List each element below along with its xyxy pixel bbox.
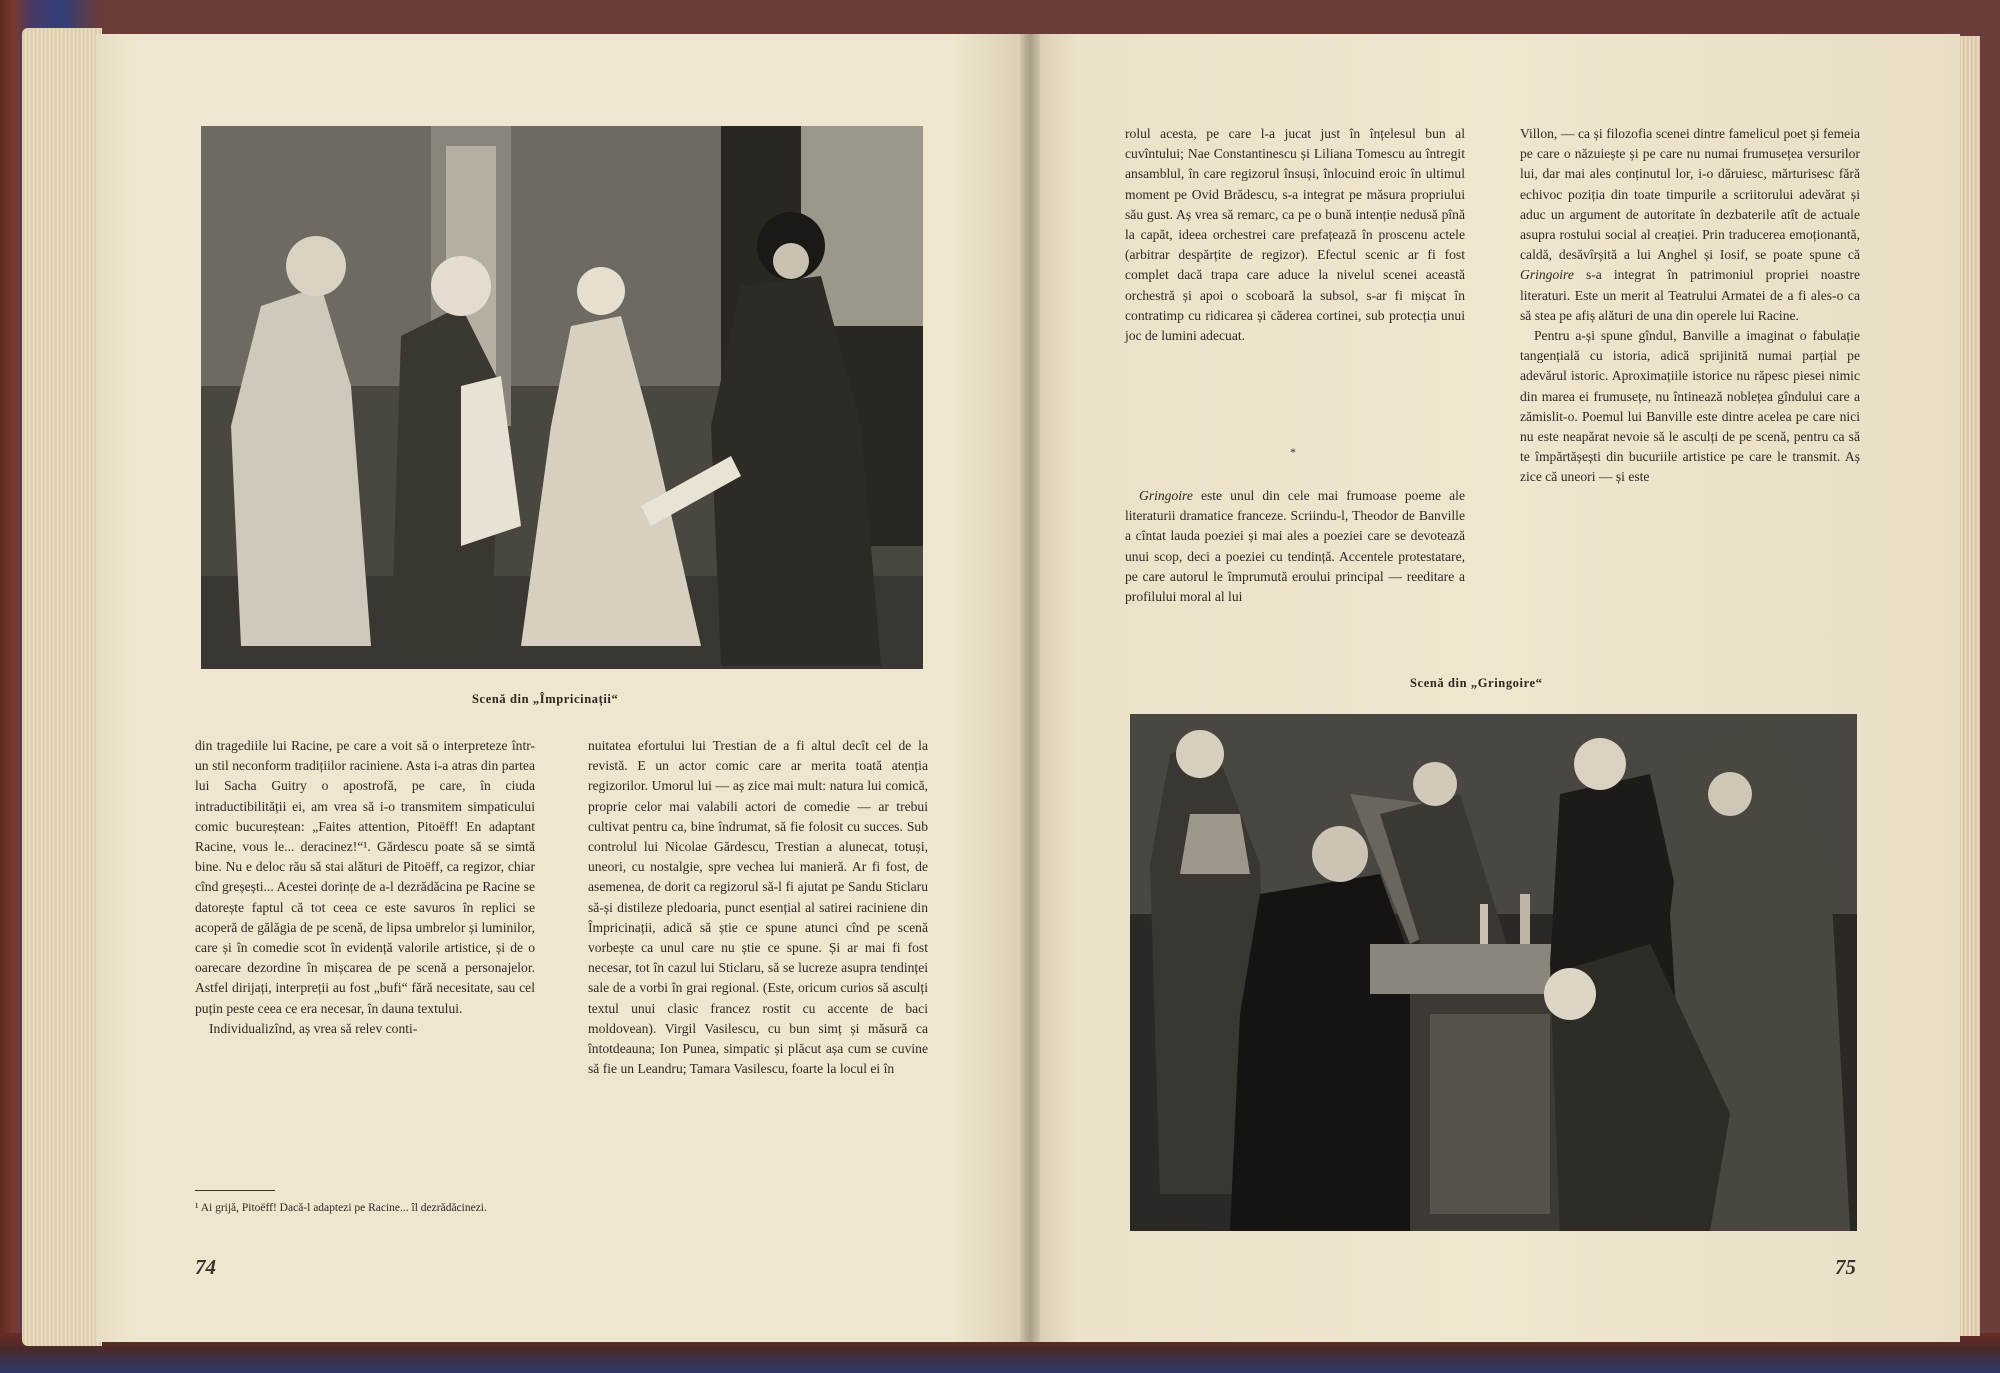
- paragraph-text: s-a integrat în patrimoniul propriei noastre literaturi. Este un merit al Teatrului Armatei de a fi ales-o ca să stea pe afiș alături de una din operele lui Racine.: [1520, 267, 1860, 323]
- paragraph: Individualizînd, aș vrea să relev conti-: [209, 1020, 418, 1036]
- paragraph: [1520, 124, 1860, 326]
- footnote: ¹ Ai grijă, Pitoëff! Dacă-l adaptezi pe Racine... îl dezrădăcinezi.: [195, 1202, 487, 1214]
- paragraph: din tragediile lui Racine, pe care a voit să o interpreteze într-un stil neconform tradițiilor raciniene. Asta i-a atras din partea lui Sacha Guitry o apostrofă, pe care, în ciuda intraductibilității ei, am vrea să i-o transmitem simpaticului comic bucureștean: „Faites attention, Pitoëff! En adaptant Racine, vous le... deracinez!“¹. Gărdescu poate să se simtă bine. Nu e deloc rău să stai alături de Pitoëff, ca regizor, chiar cînd greșești... Acestei dorințe de a-l dezrădăcina pe Racine se datorește faptul că tot ceea ce este savuros în replici se acoperă de gălăgia de pe scenă, de lipsa umbrelor și luminilor, care și în comedie scot în evidență valorile artistice, și de o oarecare dezordine în mișcarea de pe scenă a personajelor. Astfel dirijați, interpreții au fost „bufi“ fără necesitate, sau cel puțin peste ceea ce era necesar, în dauna textului.: [195, 738, 535, 1016]
- footnote-divider: [195, 1190, 275, 1191]
- page-number-left: 74: [195, 1255, 216, 1279]
- photo-caption-gringoire: Scenă din „Gringoire“: [1410, 676, 1543, 690]
- right-column-1: [1125, 124, 1465, 346]
- left-column-1: [195, 736, 535, 1039]
- page-number-right: 75: [1835, 1255, 1856, 1279]
- photo-imprecinatii: [201, 126, 923, 669]
- left-column-2: [588, 736, 928, 1079]
- photo-gringoire: [1130, 714, 1857, 1231]
- paragraph: nuitatea efortului lui Trestian de a fi altul decît cel de la revistă. E un actor comic care ar merita toată atenția regizorilor. Umorul lui — aș zice mai mult: natura lui comică, proprie celor mai valabili actori de comedie — ar trebui cultivat pentru ca, bine îndrumat, să fie folosit cu succes. Sub controlul lui Nicolae Gărdescu, Trestian a alunecat, totuși, uneori, cu nostalgie, spre vechea lui manieră. Ar fi fost, de asemenea, de dorit ca regizorul să-l fi ajutat pe Sandu Sticlaru să-și distileze pledoaria, punct esențial al satirei raciniene din Împricinații, adică să știe ce spune atunci cînd pe scenă vorbește ca unul care nu știe ce spune. Și ar mai fi fost necesar, tot în cazul lui Sticlaru, să se lucreze asupra tendinței sale de a vorbi în grai regional. (Este, oricum curios să asculți textul unui clasic francez rostit cu accente de baci moldovean). Virgil Vasilescu, cu bun simț și măsură ca întotdeauna; Ion Punea, simpatic și plăcut așa cum se cuvine să fie un Leandru; Tamara Vasilescu, foarte la locul ei în: [588, 738, 928, 1077]
- paragraph-text: Villon, — ca și filozofia scenei dintre famelicul poet și femeia pe care o năzuiește și pe care nu numai frumusețea versurilor lui, dar mai ales conținutul lor, i-o dăruiesc, mărturisesc fără echivoc poziția din toate timpurile a scriitorului adevărat și aduc un argument de autoritate în dezbaterile atît de actuale asupra rostului social al creației. Prin traducerea emoționantă, caldă, desăvîrșită a lui Anghel și Iosif, se poate spune că: [1520, 126, 1860, 263]
- paragraph: [1125, 486, 1465, 607]
- photo-caption-imprecinatii: Scenă din „Împricinații“: [472, 692, 619, 706]
- right-column-2: [1520, 124, 1860, 488]
- paragraph-text: este unul din cele mai frumoase poeme ale literaturii dramatice franceze. Scriindu-l, Theodor de Banville a cîntat lauda poeziei și mai ales a poeziei care se devotează unui scop, deci a poeziei cu tendință. Accentele protestatare, pe care autorul le împrumută eroului principal — reeditare a profilului moral al lui: [1125, 488, 1465, 605]
- page-stack-left: [22, 28, 102, 1346]
- title-gringoire: Gringoire: [1520, 267, 1574, 283]
- title-gringoire: Gringoire: [1139, 488, 1193, 503]
- book-gutter: [1020, 34, 1040, 1342]
- right-column-1b: [1125, 486, 1465, 607]
- paragraph: Pentru a-și spune gîndul, Banville a imaginat o fabulație tangențială cu istoria, adică sprijinită numai parțial pe adevărul istoric. Aproximațiile istorice nu răpesc piesei nimic din marea ei frumusețe, nu întinează noblețea gîndului care a zămislit-o. Poemul lui Banville este dintre acelea pe care nici nu este neapărat nevoie să le asculți de pe scenă, pentru ca să te împărtășești din bucuriile artistice pe care le transmit. Aș zice că uneori — și este: [1520, 328, 1860, 485]
- section-separator: *: [1290, 445, 1296, 459]
- paragraph: rolul acesta, pe care l-a jucat just în înțelesul bun al cuvîntului; Nae Constantinescu și Liliana Tomescu au întregit ansamblul, în care regizorul însuși, înlocuind eroic în ultimul moment pe Ovid Brădescu, s-a integrat pe măsura propriului său gust. Aș vrea să remarc, ca pe o bună intenție nedusă pînă la capăt, ideea orchestrei care prefațează în proscenu actele (arbitrar despărțite de regizor). Efectul scenic ar fi fost complet dacă trapa care aduce la nivelul scenei această orchestră și apoi o scoboară la subsol, s-ar fi mișcat în contratimp cu ridicarea și căderea cortinei, sub protecția unui joc de lumini adecuat.: [1125, 126, 1465, 344]
